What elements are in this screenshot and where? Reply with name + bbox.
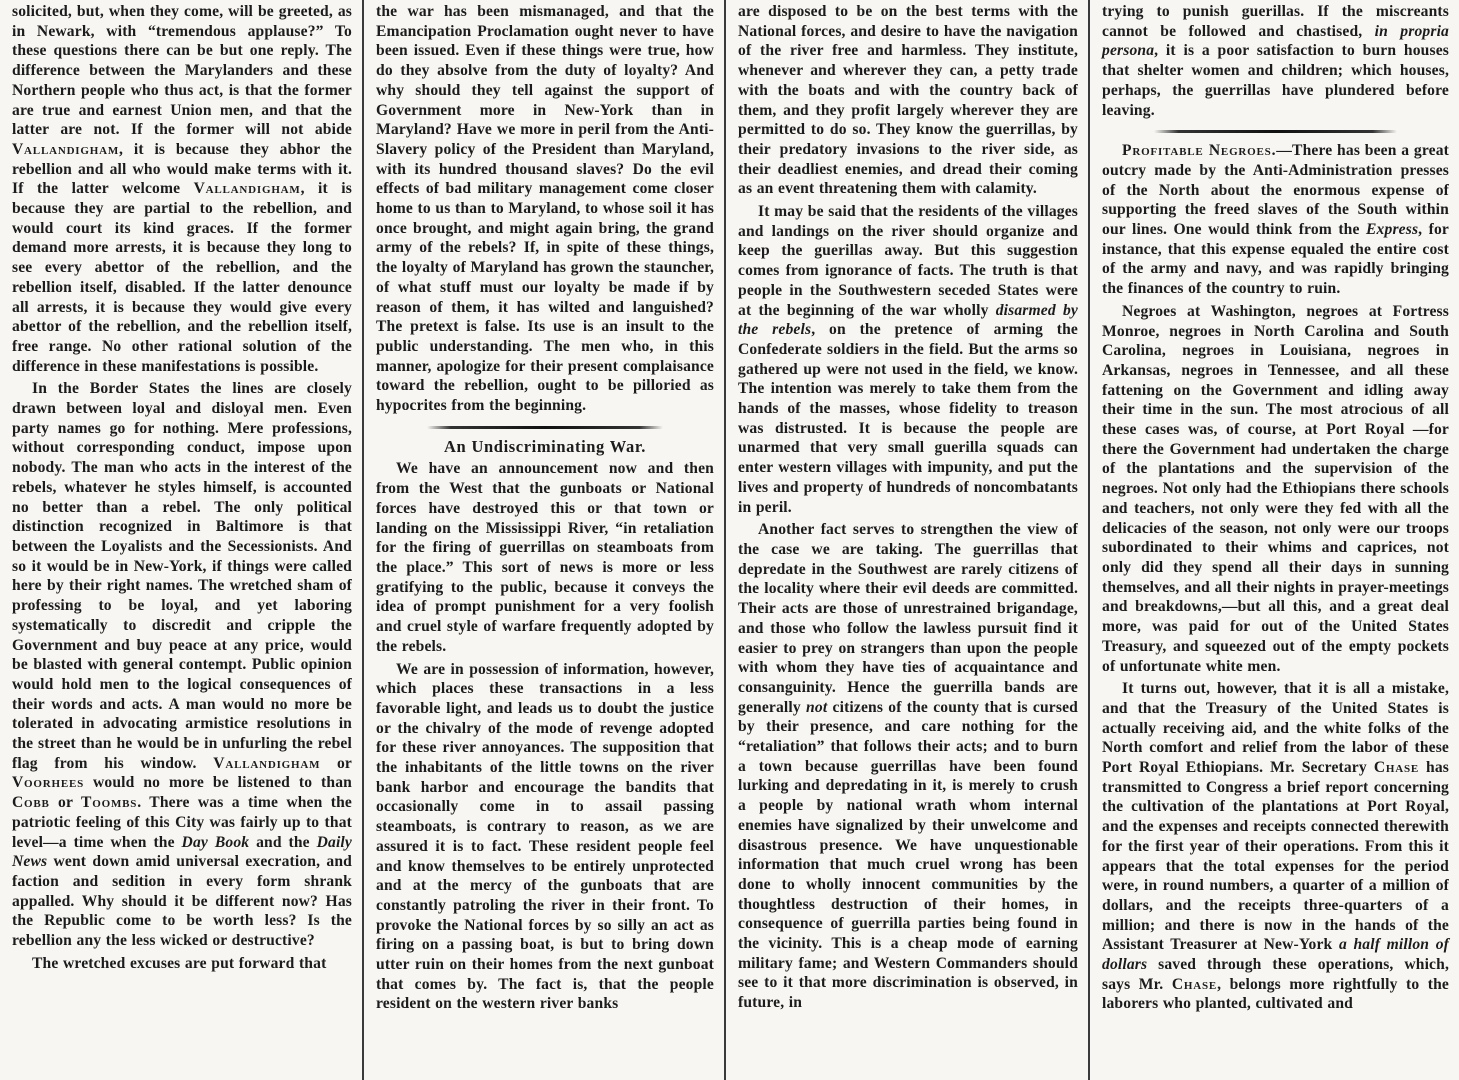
paragraph [738,202,1078,517]
small-caps-name: Profitable Negroes. [1122,142,1277,160]
small-caps-name: Vallandigham [193,180,301,198]
section-divider [1154,130,1397,133]
small-caps-name: Chase [1171,975,1218,993]
text-run: , for instance, that this expense equaled the entire cost of the army and navy, and was rapidly bringing the finances of the country to ruin. [1102,221,1449,298]
paragraph [12,954,352,974]
italic-text: a half millon of dollars [1102,936,1449,974]
paragraph [376,2,714,416]
paragraph [376,459,714,656]
text-run: or [320,754,352,772]
text-run: , it is because they are partial to the rebellion, and would court its kind graces. If the former demand more arrests, it is because they long to see every abettor of the rebellion, and the rebellion itself, disabled. If the latter denounce all arrests, it is because they would give every abettor of the rebellion, and the rebellion itself, free range. No other rational solution of the difference in these manifestations is possible. [12,180,352,375]
text-run: has transmitted to Congress a brief report concerning the cultivation of the plantations at Port Royal, and the expenses and receipts connected therewith for the first year of their operations. From this it appears that the total expenses for the period were, in round numbers, a quarter of a million of dollars, and the receipts three-quarters of a million; and there is now in the hands of the Assistant Treasurer at New-York [1102,759,1449,954]
italic-text: disarmed by the rebels [738,301,1078,339]
paragraph [1102,2,1449,120]
text-run: . There was a time when the patriotic feeling of this City was fairly up to that level—a time when the [12,794,352,851]
text-run: We have an announcement now and then from the West that the gunboats or National forces have destroyed this or that town or landing on the Mississippi River, “in retaliation for the firing of guerrillas on steamboats from the place.” This sort of news is more or less gratifying to the public, because it conveys the idea of prompt punishment for a very foolish and cruel style of warfare frequently adopted by the rebels. [376,460,714,655]
text-run: saved through these operations, which, says Mr. [1102,956,1449,993]
paragraph [738,520,1078,1013]
italic-text: Daily News [12,833,352,871]
text-run: are disposed to be on the best terms with the National forces, and desire to have the navigation of the river free and harmless. They institute, whenever and wherever they can, a petty trade with the boats and with the country back of them, and they profit largely wherever they are permitted to do so. They know the guerrillas, by their predatory invasions to the river side, as their deadliest enemies, and dread their coming as an event threatening them with calamity. [738,3,1078,198]
text-run: the war has been mismanaged, and that the Emancipation Proclamation ought never to have been issued. Even if these things were true, how do they absolve from the duty of loyalty? And why should they tell against the support of Government more in New-York than in Maryland? Have we more in peril from the Anti-Slavery policy of the President than Maryland, with its hundred thousand slaves? Do the evil effects of bad military management come closer home to us than to Maryland, to whose soil it has once brought, and might again bring, the grand army of the rebels? If, in spite of these things, the loyalty of Maryland has grown the stauncher, of what stuff must our loyalty be made if by reason of them, it has wilted and languished? The pretext is false. Its use is an insult to the public understanding. The men who, in this manner, apologize for their present complaisance toward the rebellion, ought to be pilloried as hypocrites from the beginning. [376,3,714,415]
section-divider [427,426,664,429]
text-run: The wretched excuses are put forward that [32,954,327,972]
italic-text: Express [1366,221,1419,239]
text-run: went down amid universal execration, and faction and sedition in every form shrank appalled. Why should it be different now? Has the Republic come to be worth less? Is the rebellion any the less wicked or destructive? [12,853,352,950]
small-caps-name: Voorhees [12,774,85,792]
paragraph [12,379,352,950]
small-caps-name: Vallandigham [213,754,321,772]
text-run: trying to punish guerillas. If the miscreants cannot be followed and chastised, [1102,3,1449,40]
column-1 [0,0,364,1080]
paragraph [376,660,714,1015]
text-run: , it is a poor satisfaction to burn houses that shelter women and children; which houses, perhaps, the guerrillas have plundered before leaving. [1102,42,1449,119]
text-run: It turns out, however, that it is all a mistake, and that the Treasury of the United States is actually receiving aid, and the white folks of the North comfort and relief from the labor of these Port Royal Ethiopians. Mr. Secretary [1102,680,1449,777]
column-2 [364,0,726,1080]
text-run: Another fact serves to strengthen the view of the case we are taking. The guerrillas that depredate in the Southwest are rarely citizens of the locality where their evil deeds are committed. Their acts are those of unrestrained brigandage, and those who follow the lawless pursuit find it easier to prey on strangers than upon the people with whom they have ties of acquaintance and consanguinity. Hence the guerrilla bands are generally [738,521,1078,716]
text-run: or [49,794,82,812]
text-run: It may be said that the residents of the villages and landings on the river should organize and keep the guerillas away. But this suggestion comes from ignorance of facts. The truth is that people in the Southwestern seceded States were at the beginning of the war wholly [738,203,1078,319]
text-run: An Undiscriminating War. [444,436,646,456]
text-run: citizens of the county that is cursed by their presence, and care nothing for the “retaliation” that follows their acts; and to burn a town because guerrillas have been found lurking and depredating in it, is merely to crush a people by national wrath whom internal enemies have signalized by their unwelcome and disastrous presence. We have unquestionable information that much cruel wrong has been done to wholly innocent communities by the thoughtless destruction of their homes, in consequence of guerrilla parties being found in the vicinity. This is a cheap mode of earning military fame; and Western Commanders should see to it that more discrimination is observed, in future, in [738,698,1078,1012]
paragraph [12,2,352,376]
small-caps-name: Vallandigham [12,140,120,158]
text-run: —There has been a great outcry made by the Anti-Administration presses of the North about the enormous expense of supporting the freed slaves of the South within our lines. One would think from the [1102,142,1450,239]
small-caps-name: Cobb [12,794,50,812]
small-caps-name: Toombs [81,794,138,812]
text-run: We are in possession of information, however, which places these transactions in a less favorable light, and leads us to doubt the justice or the chivalry of the mode of revenge adopted for these river annoyances. The supposition that the inhabitants of the little towns on the river bank harbor and encourage the bandits that occasionally come in to assail passing steamboats, is contrary to reason, as we are assured it is to fact. These resident people feel and know themselves to be entirely unprotected and at the mercy of the gunboats that are constantly patroling the river in their front. To provoke the National forces by so silly an act as firing on a passing boat, is but to bring down utter ruin on their homes from the next gunboat that comes by. The fact is, that the people resident on the western river banks [376,660,714,1013]
text-run: , on the pretence of arming the Confederate soldiers in the field. But the arms so gathered up were not used in the field, we know. The intention was merely to take them from the hands of the masses, whose fidelity to treason was distrusted. It is because the people are unarmed that very small guerilla squads can enter western villages with impunity, and put the lives and property of hundreds of noncombatants in peril. [738,321,1079,516]
text-run: , belongs more rightfully to the laborers who planted, cultivated and [1102,975,1450,1013]
text-run: In the Border States the lines are closely drawn between loyal and disloyal men. Even party names go for nothing. Mere professions, without corresponding conduct, impose upon nobody. The man who acts in the interest of the rebels, whatever he styles himself, is accounted no better than a rebel. The only political distinction recognized in Baltimore is that between the Loyalists and the Secessionists. And so it would be in New-York, if things were called here by their right names. The wretched sham of professing to be loyal, and yet laboring systematically to discredit and cripple the Government and buy peace at any price, would be blasted with general contempt. Public opinion would hold men to the logical consequences of their words and acts. A man would no more be tolerated in advocating armistice resolutions in the street than he would be in unfurling the rebel flag from his window. [12,380,352,772]
italic-text: in propria persona [1102,22,1450,60]
text-run: , it is because they abhor the rebellion and all who would make terms with it. If the latter welcome [12,140,352,198]
article-headline [376,437,714,457]
italic-text: Day Book [181,833,250,851]
text-run: would no more be listened to than [84,774,352,792]
text-run: and the [249,833,317,851]
italic-text: not [806,698,828,716]
text-run: solicited, but, when they come, will be greeted, as in Newark, with “tremendous applause?” To these questions there can be but one reply. The difference between the Marylanders and these Northern people who thus act, is that the former are true and earnest Union men, and that the latter are not. If the former will not abide [12,3,352,139]
paragraph [738,2,1078,199]
column-4 [1090,0,1459,1080]
column-3 [726,0,1090,1080]
paragraph [1102,141,1449,299]
paragraph [1102,679,1449,1014]
paragraph [1102,302,1449,676]
small-caps-name: Chase [1373,759,1420,777]
text-run: Negroes at Washington, negroes at Fortress Monroe, negroes in North Carolina and South Carolina, negroes in Louisiana, negroes in Arkansas, negroes in Tennessee, and all these fattening on the Government and idling away their time in the sun. The most atrocious of all these cases was, of course, at Port Royal —for there the Government had undertaken the charge of the plantations and the supervision of the negroes. Not only had the Ethiopians there schools and teachers, not only were they fed with all the delicacies of the season, not only were our troops subordinated to their whims and caprices, not only did they spend all their days in sunning themselves, and all their nights in prayer-meetings and breakdowns,—but all this, and a great deal more, was paid for out of the United States Treasury, and squeezed out of the empty pockets of unfortunate white men. [1102,302,1449,675]
